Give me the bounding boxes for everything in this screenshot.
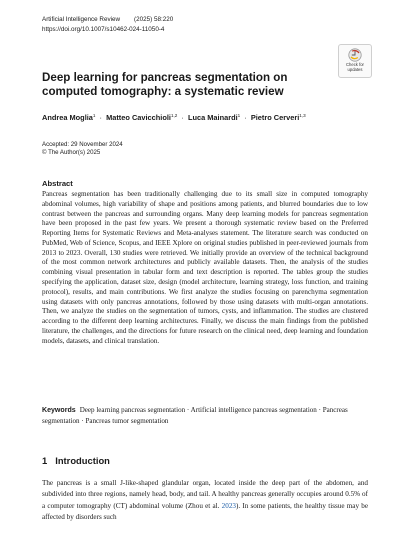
badge-line-2: updates <box>347 66 363 72</box>
doi-link[interactable]: https://doi.org/10.1007/s10462-024-11050-4 <box>42 25 165 33</box>
author-separator: · <box>181 113 184 122</box>
accepted-date: Accepted: 29 November 2024 <box>42 141 123 148</box>
author-list <box>42 113 306 122</box>
citation-link[interactable]: 2023 <box>221 501 236 510</box>
author-separator: · <box>99 113 103 122</box>
journal-header <box>42 15 173 34</box>
check-for-updates-icon <box>348 48 362 62</box>
intro-paragraph <box>42 478 368 523</box>
author-affiliation: 1,3 <box>299 113 306 118</box>
author-name[interactable]: Luca Mainardi <box>187 113 238 122</box>
journal-volume: (2025) 58:220 <box>134 16 174 23</box>
check-for-updates-badge[interactable] <box>338 44 372 78</box>
intro-text-end: ). In some patients, the healthy tissue may be affected by disorders such <box>42 501 368 521</box>
section-heading <box>42 455 110 466</box>
section-number: 1 <box>42 455 48 466</box>
journal-line <box>42 15 173 25</box>
article-title: Deep learning for pancreas segmentation on computed tomography: a systematic review <box>42 71 288 98</box>
abstract-heading: Abstract <box>42 179 73 188</box>
badge-text <box>339 63 371 73</box>
author-name[interactable]: Matteo Cavicchioli <box>106 113 171 122</box>
author-affiliation: 1,2 <box>170 113 178 118</box>
badge-line-1: Check for <box>346 62 364 67</box>
keywords-label: Keywords <box>42 407 76 414</box>
keywords-text: Deep learning pancreas segmentation · Artificial intelligence pancreas segmentation · Pancreas segmentation · Pancreas tumor segmentation <box>42 406 348 425</box>
copyright-notice: © The Author(s) 2025 <box>42 149 101 157</box>
author-separator: · <box>244 113 247 122</box>
keywords <box>42 405 368 426</box>
article-dates <box>42 141 123 158</box>
author-affiliation: 1 <box>237 113 241 118</box>
section-title: Introduction <box>55 455 110 466</box>
journal-name: Artificial Intelligence Review <box>42 16 121 23</box>
author-name[interactable]: Andrea Moglia <box>42 113 93 122</box>
abstract-text: Pancreas segmentation has been traditionally challenging due to its small size in computed tomography abdominal volumes, high variability of shape and positions among patients, and blurred boundaries due to low contrast between the pancreas and surrounding organs. Many deep learning models for pancreas segmentation have been proposed in the past few years. We present a thorough systematic review based on the Preferred Reporting Items for Systematic Reviews and Meta-analyses statement. The literature search was conducted on PubMed, Web of Science, Scopus, and IEEE Xplore on original studies published in peer-reviewed journals from 2013 to 2023. Overall, 130 studies were retrieved. We initially provide an overview of the technical background of the most common network architectures and publicly available datasets. Then, the analysis of the studies combining visual presentation in tabular form and text description is reported. The tables group the studies specifying the application, dataset size, design (model architecture, learning strategy, loss function, and training protocol), results, and main contributions. We first analyze the studies focusing on parenchyma segmentation using datasets with only pancreas annotations, followed by those using datasets with multi-organ annotations. Then, we analyze the studies on the segmentation of tumors, cysts, and inflammation. The studies are clustered according to the different deep learning architectures. Finally, we discuss the main findings from the published literature, the challenges, and the directions for future research on the clinical need, deep learning and foundation models, datasets, and clinical translation. <box>42 190 368 345</box>
intro-text-start: The pancreas is a small J-like-shaped glandular organ, located inside the deep part of the abdomen, and subdivided into three regions, namely head, body, and tail. A healthy pancreas generally occupies around 0.5% of a computer tomography (CT) abdominal volume (Zhou et al. <box>42 479 368 510</box>
author-name[interactable]: Pietro Cerveri <box>250 113 300 122</box>
author-affiliation: 1 <box>92 113 96 118</box>
